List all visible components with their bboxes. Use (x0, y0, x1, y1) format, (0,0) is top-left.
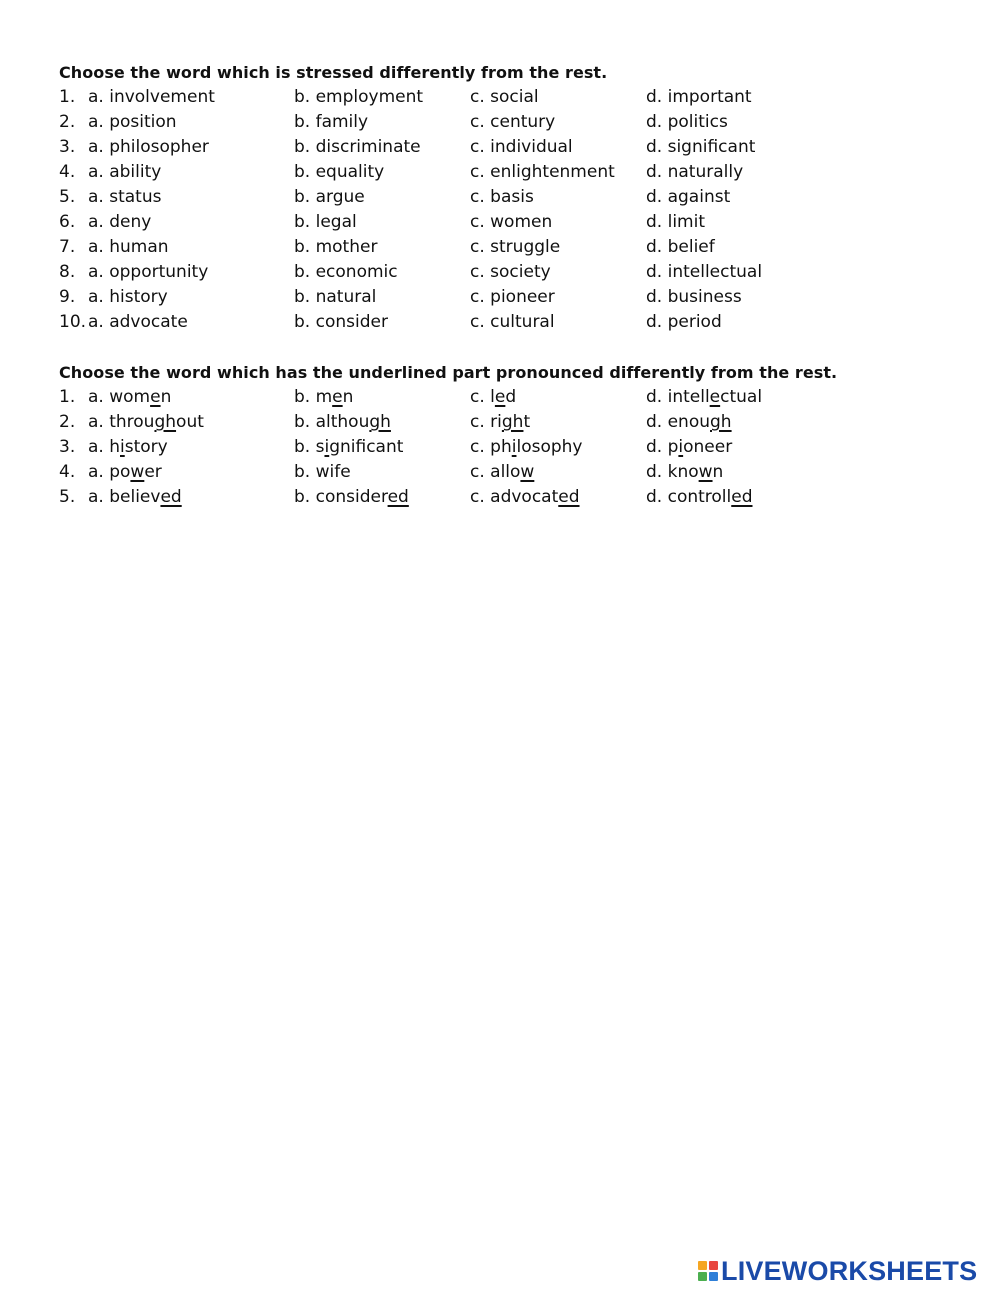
option-d[interactable]: d. intellectual (646, 262, 763, 282)
option-text: d. p (646, 437, 679, 457)
pronunciation-question-row (59, 435, 959, 460)
option-a[interactable] (88, 435, 168, 460)
option-c[interactable]: c. cultural (470, 312, 555, 332)
underlined-part: e (494, 387, 506, 407)
option-d[interactable]: d. period (646, 312, 722, 332)
underlined-part: ed (160, 487, 182, 507)
option-a[interactable]: a. position (88, 112, 177, 132)
option-a[interactable] (88, 460, 162, 485)
pronunciation-question-row (59, 460, 959, 485)
section-pronunciation-title: Choose the word which has the underlined part pronounced differently from the rest. (59, 363, 838, 382)
option-c[interactable] (470, 385, 516, 410)
question-number: 1. (59, 387, 76, 407)
option-b[interactable]: b. mother (294, 237, 378, 257)
option-a[interactable]: a. history (88, 287, 168, 307)
stress-question-row (59, 85, 959, 110)
underlined-part: e (150, 387, 161, 407)
question-number: 5. (59, 487, 76, 507)
section-stress-title: Choose the word which is stressed differently from the rest. (59, 63, 608, 82)
option-c[interactable]: c. society (470, 262, 551, 282)
option-a[interactable] (88, 385, 171, 410)
option-a[interactable]: a. ability (88, 162, 162, 182)
underlined-part: ed (731, 487, 753, 507)
option-text: c. allo (470, 462, 521, 482)
pronunciation-question-row (59, 410, 959, 435)
option-text: n (342, 387, 354, 407)
question-number: 2. (59, 412, 76, 432)
underlined-part: w (698, 462, 713, 482)
stress-question-row (59, 185, 959, 210)
question-number: 7. (59, 237, 76, 257)
option-text: d. enou (646, 412, 711, 432)
underlined-part: i (324, 437, 330, 457)
option-d[interactable] (646, 435, 732, 460)
option-a[interactable]: a. status (88, 187, 162, 207)
section-pronunciation (59, 360, 959, 510)
option-b[interactable] (294, 485, 409, 510)
option-b[interactable] (294, 385, 353, 410)
option-text: out (176, 412, 204, 432)
option-a[interactable]: a. human (88, 237, 169, 257)
option-text: er (144, 462, 162, 482)
option-text: ctual (720, 387, 763, 407)
option-b[interactable] (294, 410, 391, 435)
option-text: b. althou (294, 412, 370, 432)
question-number: 5. (59, 187, 76, 207)
stress-question-row (59, 285, 959, 310)
option-text: a. believ (88, 487, 161, 507)
option-d[interactable]: d. business (646, 287, 742, 307)
option-text: a. throu (88, 412, 155, 432)
question-number: 8. (59, 262, 76, 282)
option-d[interactable]: d. important (646, 87, 752, 107)
underlined-part: e (332, 387, 343, 407)
option-text: story (124, 437, 168, 457)
stress-question-row (59, 110, 959, 135)
option-b[interactable]: b. family (294, 112, 369, 132)
logo-blocks-icon (698, 1261, 718, 1281)
option-a[interactable] (88, 485, 182, 510)
question-number: 3. (59, 137, 76, 157)
option-text: losophy (516, 437, 583, 457)
option-a[interactable]: a. philosopher (88, 137, 209, 157)
question-number: 1. (59, 87, 76, 107)
option-d[interactable]: d. politics (646, 112, 728, 132)
option-d[interactable] (646, 385, 762, 410)
option-d[interactable]: d. significant (646, 137, 756, 157)
underlined-part: e (709, 387, 721, 407)
underlined-part: ed (558, 487, 580, 507)
underlined-part: i (678, 437, 684, 457)
stress-question-row (59, 210, 959, 235)
option-a[interactable]: a. opportunity (88, 262, 209, 282)
option-text: n (160, 387, 172, 407)
option-c[interactable]: c. individual (470, 137, 573, 157)
underlined-part: w (130, 462, 145, 482)
option-text: gnificant (329, 437, 404, 457)
section-stress (59, 60, 959, 335)
option-b[interactable]: b. equality (294, 162, 385, 182)
question-number: 3. (59, 437, 76, 457)
option-a[interactable]: a. deny (88, 212, 152, 232)
option-b[interactable] (294, 435, 403, 460)
option-d[interactable] (646, 410, 732, 435)
option-a[interactable]: a. involvement (88, 87, 215, 107)
option-c[interactable]: c. struggle (470, 237, 561, 257)
option-d[interactable]: d. against (646, 187, 731, 207)
option-text: a. h (88, 437, 120, 457)
underlined-part: w (520, 462, 535, 482)
option-d[interactable]: d. limit (646, 212, 705, 232)
logo-block (698, 1272, 707, 1281)
option-d[interactable] (646, 485, 753, 510)
question-number: 9. (59, 287, 76, 307)
option-text: a. po (88, 462, 131, 482)
option-text: oneer (683, 437, 733, 457)
option-c[interactable] (470, 485, 580, 510)
option-text: d. intell (646, 387, 710, 407)
liveworksheets-logo (698, 1256, 977, 1286)
underlined-part: ed (387, 487, 409, 507)
option-c[interactable]: c. women (470, 212, 553, 232)
underlined-part: i (511, 437, 517, 457)
option-b[interactable]: b. discriminate (294, 137, 421, 157)
question-number: 4. (59, 162, 76, 182)
option-text: d. controll (646, 487, 732, 507)
option-d[interactable]: d. belief (646, 237, 715, 257)
option-b[interactable]: b. consider (294, 312, 388, 332)
option-text: t (523, 412, 531, 432)
option-c[interactable]: c. pioneer (470, 287, 555, 307)
option-c[interactable]: c. social (470, 87, 539, 107)
option-b[interactable]: b. legal (294, 212, 357, 232)
option-text: b. consider (294, 487, 388, 507)
option-b[interactable]: b. natural (294, 287, 377, 307)
question-number: 4. (59, 462, 76, 482)
option-b[interactable]: b. argue (294, 187, 365, 207)
option-text: c. l (470, 387, 495, 407)
option-text: c. ri (470, 412, 502, 432)
stress-question-row (59, 135, 959, 160)
stress-question-row (59, 260, 959, 285)
underlined-part: gh (154, 412, 177, 432)
logo-block (709, 1261, 718, 1270)
option-text: c. ph (470, 437, 512, 457)
option-text: c. advocat (470, 487, 559, 507)
option-text: b. m (294, 387, 333, 407)
stress-question-row (59, 235, 959, 260)
stress-question-row (59, 160, 959, 185)
logo-text: LIVEWORKSHEETS (721, 1255, 978, 1286)
option-b[interactable]: b. economic (294, 262, 398, 282)
option-text: d. kno (646, 462, 699, 482)
option-text: a. wom (88, 387, 151, 407)
option-c[interactable] (470, 410, 530, 435)
question-number: 6. (59, 212, 76, 232)
option-c[interactable]: c. century (470, 112, 556, 132)
option-c[interactable] (470, 435, 582, 460)
pronunciation-question-row (59, 485, 959, 510)
underlined-part: gh (501, 412, 524, 432)
option-c[interactable]: c. basis (470, 187, 534, 207)
option-text: n (712, 462, 724, 482)
question-number: 2. (59, 112, 76, 132)
option-a[interactable]: a. advocate (88, 312, 188, 332)
underlined-part: gh (710, 412, 732, 432)
option-text: b. s (294, 437, 325, 457)
underlined-part: i (120, 437, 125, 457)
option-c[interactable]: c. enlightenment (470, 162, 615, 182)
option-text: d (505, 387, 517, 407)
question-number: 10. (59, 312, 87, 332)
logo-block (709, 1272, 718, 1281)
option-d[interactable]: d. naturally (646, 162, 744, 182)
logo-block (698, 1261, 707, 1270)
option-text: b. wife (294, 462, 351, 482)
option-b[interactable] (294, 460, 351, 485)
option-d[interactable] (646, 460, 723, 485)
option-a[interactable] (88, 410, 204, 435)
stress-question-row (59, 310, 959, 335)
option-b[interactable]: b. employment (294, 87, 424, 107)
underlined-part: gh (369, 412, 391, 432)
option-c[interactable] (470, 460, 534, 485)
pronunciation-question-row (59, 385, 959, 410)
